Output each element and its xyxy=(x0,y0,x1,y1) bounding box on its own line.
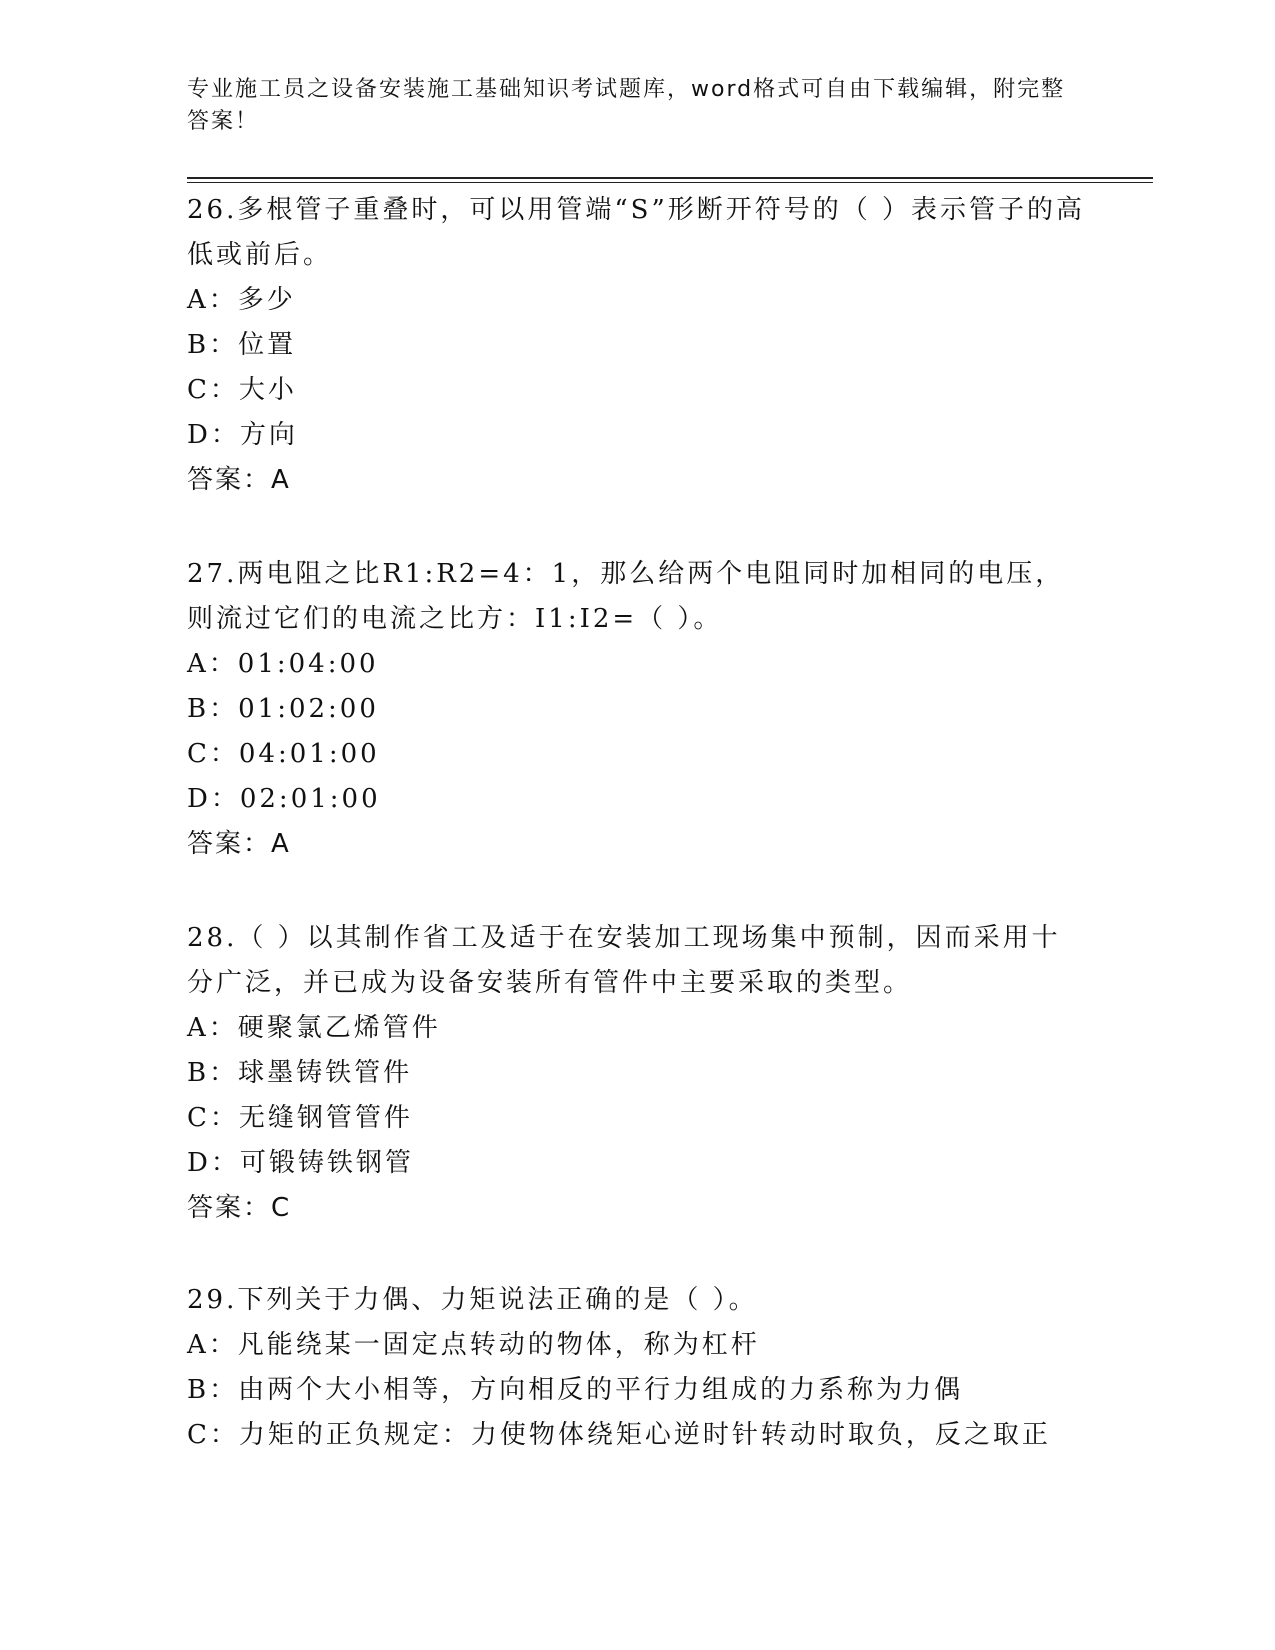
header-divider-thick xyxy=(187,177,1153,179)
question-stem: 29.下列关于力偶、力矩说法正确的是（ ）。 xyxy=(187,1285,758,1315)
answer-line: 答案：C xyxy=(187,1193,292,1223)
answer-line: 答案：A xyxy=(187,829,291,859)
option-c: C：力矩的正负规定：力使物体绕矩心逆时针转动时取负，反之取正 xyxy=(187,1420,1051,1450)
option-d: D：02:01:00 xyxy=(187,784,381,814)
option-a: A：凡能绕某一固定点转动的物体，称为杠杆 xyxy=(187,1330,760,1360)
option-b: B：位置 xyxy=(187,330,297,360)
question-stem: 28.（ ）以其制作省工及适于在安装加工现场集中预制，因而采用十分广泛，并已成为设备安装所有管件中主要采取的类型。 xyxy=(187,923,1061,998)
option-d: D：方向 xyxy=(187,420,298,450)
question-26 xyxy=(187,188,1087,503)
question-29 xyxy=(187,1278,1087,1458)
option-a: A：多少 xyxy=(187,285,296,315)
option-c: C：04:01:00 xyxy=(187,739,380,769)
answer-line: 答案：A xyxy=(187,465,291,495)
option-b: B：01:02:00 xyxy=(187,694,379,724)
document-header-title: 专业施工员之设备安装施工基础知识考试题库，word格式可自由下载编辑，附完整答案！ xyxy=(187,77,1066,134)
option-b: B：由两个大小相等，方向相反的平行力组成的力系称为力偶 xyxy=(187,1375,964,1405)
option-d: D：可锻铸铁钢管 xyxy=(187,1148,414,1178)
option-c: C：无缝钢管管件 xyxy=(187,1103,413,1133)
option-b: B：球墨铸铁管件 xyxy=(187,1058,413,1088)
header-divider-thin xyxy=(187,182,1153,183)
question-stem: 26.多根管子重叠时，可以用管端“S”形断开符号的（ ）表示管子的高低或前后。 xyxy=(187,195,1086,270)
option-c: C：大小 xyxy=(187,375,297,405)
question-28 xyxy=(187,916,1087,1231)
option-a: A：硬聚氯乙烯管件 xyxy=(187,1013,441,1043)
option-a: A：01:04:00 xyxy=(187,649,379,679)
question-stem: 27.两电阻之比R1:R2=4：1，那么给两个电阻同时加相同的电压，则流过它们的电流之比方：I1:I2=（ ）。 xyxy=(187,559,1065,634)
question-27 xyxy=(187,552,1087,867)
